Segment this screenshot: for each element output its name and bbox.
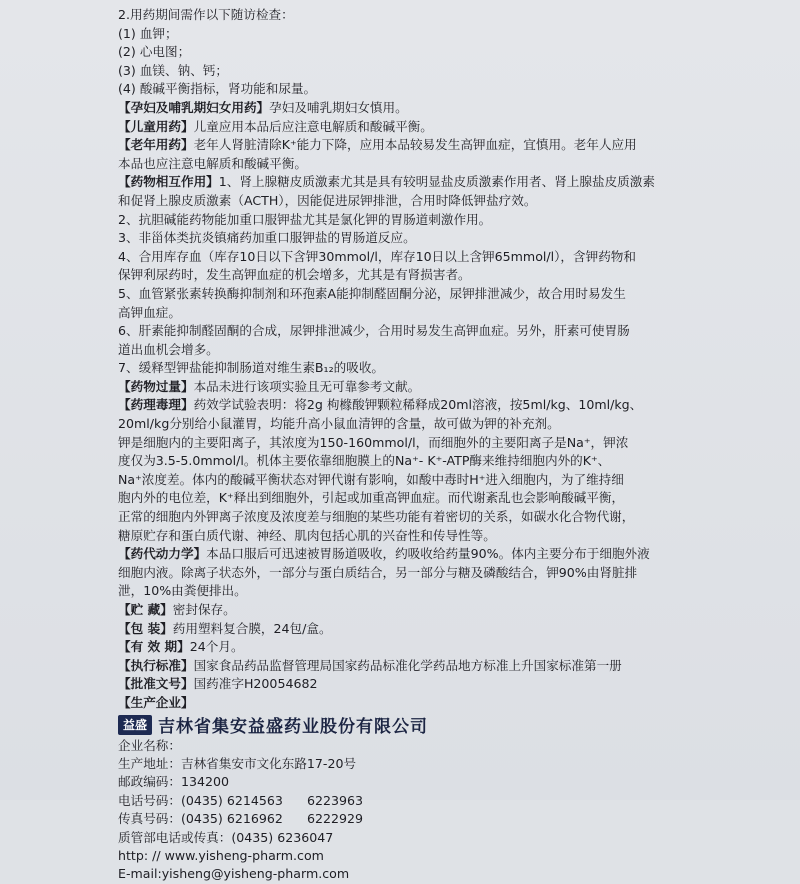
line-text: 道出血机会增多。 [118, 341, 219, 357]
insert-line [118, 434, 730, 453]
contact-line: 邮政编码：134200 [118, 774, 230, 790]
section-heading: 【儿童用药】 [118, 118, 194, 134]
insert-line [118, 99, 730, 118]
insert-line [118, 155, 730, 174]
insert-line [118, 25, 730, 44]
line-text: 7、缓释型钾盐能抑制肠道对维生素B₁₂的吸收。 [118, 360, 385, 376]
line-text: 本品口服后可迅速被胃肠道吸收，约吸收给药量90%。体内主要分布于细胞外液 [206, 546, 650, 562]
line-text: 药用塑料复合膜，24包/盒。 [172, 620, 332, 636]
line-text: 度仅为3.5-5.0mmol/l。机体主要依靠细胞膜上的Na⁺- K⁺-ATP酶来维持细胞内外的K⁺、 [118, 453, 611, 469]
section-heading: 【执行标准】 [118, 657, 194, 673]
section-heading: 【有 效 期】 [118, 639, 190, 655]
section-heading: 【药物相互作用】 [118, 174, 219, 190]
line-text: 本品也应注意电解质和酸碱平衡。 [118, 155, 307, 171]
line-text: 本品未进行该项实验且无可靠参考文献。 [193, 378, 421, 394]
insert-body [118, 6, 730, 713]
line-text: 糖原贮存和蛋白质代谢、神经、肌肉包括心肌的兴奋性和传导性等。 [118, 527, 496, 543]
line-text: 密封保存。 [172, 602, 236, 617]
line-text: 2.用药期间需作以下随访检查： [118, 7, 294, 22]
insert-line [118, 80, 730, 99]
line-text: 保钾利尿药时，发生高钾血症的机会增多，尤其是有肾损害者。 [118, 267, 471, 283]
insert-line [118, 248, 730, 267]
line-text: 钾是细胞内的主要阳离子，其浓度为150-160mmol/l，而细胞外的主要阳离子是Na⁺，钾浓 [118, 434, 629, 450]
line-text: (1) 血钾； [118, 25, 178, 41]
insert-line [118, 415, 730, 434]
section-heading: 【贮 藏】 [118, 602, 173, 617]
insert-line [118, 136, 730, 155]
contact-link[interactable]: E-mail:yisheng@yisheng-pharm.com [118, 866, 350, 882]
insert-line [118, 266, 730, 285]
insert-line [118, 527, 730, 546]
insert-line [118, 229, 730, 248]
line-text: (2) 心电图； [118, 44, 191, 60]
insert-line [118, 620, 730, 639]
insert-line [118, 471, 730, 490]
line-text: 孕妇及哺乳期妇女慎用。 [269, 99, 408, 115]
insert-line [118, 657, 730, 676]
section-heading: 【生产企业】 [118, 694, 194, 710]
insert-line [118, 638, 730, 657]
contact-line: 质管部电话或传真：(0435) 6236047 [118, 829, 334, 845]
insert-line [118, 582, 730, 601]
contact-block [118, 737, 730, 884]
insert-line [118, 304, 730, 323]
insert-line [118, 43, 730, 62]
line-text: Na⁺浓度差。体内的酸碱平衡状态对钾代谢有影响，如酸中毒时H⁺进入细胞内，为了维持细 [118, 471, 624, 487]
insert-line [118, 6, 730, 25]
company-name: 吉林省集安益盛药业股份有限公司 [158, 717, 428, 738]
insert-line [118, 694, 730, 713]
line-text: 6、肝素能抑制醛固酮的合成，尿钾排泄减少，合用时易发生高钾血症。另外，肝素可使胃肠 [118, 323, 630, 339]
contact-line: 企业名称： [118, 737, 181, 753]
insert-line [118, 285, 730, 304]
company-logo-icon: 益盛 [118, 715, 152, 735]
line-text: 正常的细胞内外钾离子浓度及浓度差与细胞的某些功能有着密切的关系，如碳水化合物代谢， [118, 509, 635, 525]
line-text: 国家食品药品监督管理局国家药品标准化学药品地方标准上升国家标准第一册 [193, 657, 622, 673]
line-text: 20ml/kg分别给小鼠灌胃，均能升高小鼠血清钾的含量，故可做为钾的补充剂。 [118, 416, 560, 432]
section-heading: 【批准文号】 [118, 676, 194, 692]
insert-line [118, 173, 730, 192]
line-text: 儿童应用本品后应注意电解质和酸碱平衡。 [193, 118, 433, 134]
insert-line [118, 675, 730, 694]
insert-line [118, 564, 730, 583]
line-text: 24个月。 [189, 639, 244, 655]
line-text: (4) 酸碱平衡指标，肾功能和尿量。 [118, 81, 317, 97]
insert-line [118, 359, 730, 378]
section-heading: 【药理毒理】 [118, 397, 194, 413]
line-text: 和促肾上腺皮质激素（ACTH），因能促进尿钾排泄，合用时降低钾盐疗效。 [118, 192, 537, 208]
line-text: (3) 血镁、钠、钙； [118, 62, 228, 78]
insert-line [118, 545, 730, 564]
insert-line [118, 211, 730, 230]
insert-line [118, 601, 730, 620]
line-text: 高钾血症。 [118, 304, 181, 320]
section-heading: 【孕妇及哺乳期妇女用药】 [118, 99, 270, 115]
insert-line [118, 62, 730, 81]
line-text: 药效学试验表明：将2g 枸橼酸钾颗粒稀释成20ml溶液，按5ml/kg、10ml/kg、 [193, 397, 643, 413]
line-text: 1、肾上腺糖皮质激素尤其是具有较明显盐皮质激素作用者、肾上腺盐皮质激素 [218, 174, 655, 190]
line-text: 4、合用库存血（库存10日以下含钾30mmol/l，库存10日以上含钾65mmol/l），含钾药物和 [118, 248, 636, 264]
insert-line [118, 322, 730, 341]
contact-link[interactable]: http: // www.yisheng-pharm.com [118, 848, 324, 863]
insert-line [118, 489, 730, 508]
section-heading: 【药代动力学】 [118, 546, 207, 562]
section-heading: 【包 装】 [118, 620, 173, 636]
insert-line [118, 341, 730, 360]
insert-line [118, 396, 730, 415]
line-text: 泄，10%由粪便排出。 [118, 583, 247, 599]
line-text: 3、非甾体类抗炎镇痛药加重口服钾盐的胃肠道反应。 [118, 230, 416, 246]
section-heading: 【老年用药】 [118, 137, 194, 153]
contact-line: 电话号码：(0435) 6214563 6223963 [118, 792, 364, 808]
line-text: 细胞内液。除离子状态外，一部分与蛋白质结合，另一部分与糖及磷酸结合，钾90%由肾脏排 [118, 564, 638, 580]
insert-line [118, 192, 730, 211]
line-text: 胞内外的电位差，K⁺释出到细胞外，引起或加重高钾血症。而代谢紊乱也会影响酸碱平衡， [118, 490, 625, 506]
line-text: 5、血管紧张素转换酶抑制剂和环孢素A能抑制醛固酮分泌，尿钾排泄减少，故合用时易发生 [118, 285, 626, 301]
line-text: 2、抗胆碱能药物能加重口服钾盐尤其是氯化钾的胃肠道刺激作用。 [118, 211, 492, 227]
contact-line: 传真号码：(0435) 6216962 6222929 [118, 811, 364, 827]
line-text: 老年人肾脏清除K⁺能力下降，应用本品较易发生高钾血症，宜慎用。老年人应用 [193, 137, 637, 153]
insert-line [118, 508, 730, 527]
insert-line [118, 452, 730, 471]
contact-line: 生产地址：吉林省集安市文化东路17-20号 [118, 755, 357, 771]
insert-line [118, 118, 730, 137]
company-banner [118, 713, 730, 737]
insert-line [118, 378, 730, 397]
section-heading: 【药物过量】 [118, 378, 194, 394]
line-text: 国药准字H20054682 [193, 676, 318, 692]
